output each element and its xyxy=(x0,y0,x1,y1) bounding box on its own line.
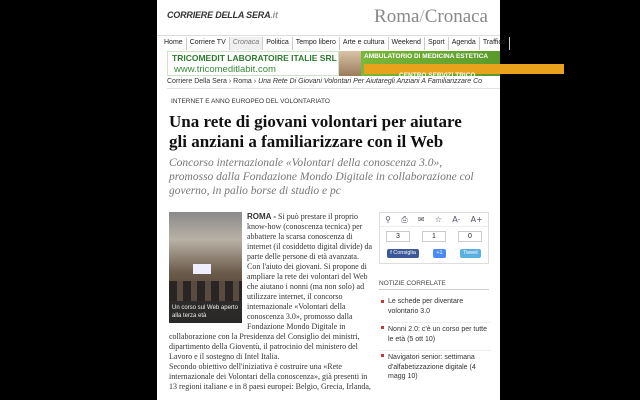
ad-banner-right[interactable] xyxy=(361,51,500,79)
breadcrumb: Corriere Della Sera › Roma › Una Rete Di Giovani Volontari Per Aiutaregli Anziani A Familiarizzare Co xyxy=(167,78,500,89)
google-plusone-button[interactable]: +1 xyxy=(433,249,445,258)
article-dateline: ROMA - xyxy=(247,212,277,221)
social-buttons xyxy=(380,246,488,260)
article-tools xyxy=(379,212,489,264)
breadcrumb-current: Una Rete Di Giovani Volontari Per Aiutaregli Anziani A Familiarizzare Co xyxy=(258,78,483,85)
article-headline: Una rete di giovani volontari per aiutare gli anziani a familiarizzare con il Web xyxy=(169,112,462,151)
main-nav xyxy=(161,37,506,50)
ad-right-sub: CENTRO SERVIZI TRICO xyxy=(399,72,476,79)
bookmark-icon[interactable]: ☆ xyxy=(434,215,442,224)
article-kicker: INTERNET E ANNO EUROPEO DEL VOLONTARIATO xyxy=(171,98,330,105)
section-slash: / xyxy=(419,6,425,27)
nav-item-corriere-tv[interactable]: Corriere TV xyxy=(187,37,230,50)
plusone-count: 1 xyxy=(422,231,446,242)
tools-icon-row xyxy=(380,213,488,227)
ad-title: TRICOMEDIT LABORATOIRE ITALIE SRL xyxy=(172,53,337,63)
breadcrumb-corriere[interactable]: Corriere Della Sera xyxy=(167,78,227,85)
photo-screen xyxy=(193,264,211,274)
pin-icon[interactable]: ⚲ xyxy=(385,215,391,224)
ad-right-strip xyxy=(364,64,564,79)
facebook-recommend-button[interactable]: f Consiglia xyxy=(387,249,419,258)
logo-text: CORRIERE DELLA SERA xyxy=(167,10,271,20)
section-title[interactable] xyxy=(374,6,488,28)
font-increase-icon[interactable]: A+ xyxy=(470,215,483,224)
nav-item-cronaca[interactable]: Cronaca xyxy=(230,37,263,50)
article-subhead: Concorso internazionale «Volontari della conoscenza 3.0», promosso dalla Fondazione Mondo Digitale in collaborazione col governo, in palio borse di studio e pc xyxy=(169,157,474,197)
photo-caption: Un corso sul Web aperto alla terza età xyxy=(169,301,242,323)
nav-item-agenda[interactable]: Agenda xyxy=(449,37,480,50)
email-icon[interactable]: ✉ xyxy=(417,215,425,224)
tweet-button[interactable]: Tweet xyxy=(460,249,481,258)
nav-item-arte-e-cultura[interactable]: Arte e cultura xyxy=(340,37,389,50)
photo-audience xyxy=(169,281,242,301)
masthead xyxy=(157,0,500,36)
ad-banner[interactable] xyxy=(167,51,500,79)
related-heading: NOTIZIE CORRELATE xyxy=(379,280,489,290)
article-body-1: Si può prestare il proprio know-how (conoscenza tecnica) per abbattere la scarsa conoscenza di internet (il cosiddetto digital divide) da parte delle persone di età avanzata. Con l'aiuto dei giovani. Si propone di ampliare la rete dei volontari del Web che aiutano i nonni (ma non solo) ad utilizzare internet, il concorso internazionale «Volontari della conoscenza 3.0», promosso dalla Fondazione Mondo Digitale in collaborazione con la Presidenza del Consiglio dei ministri, dipartimento della Gioventù, il patrocinio del ministero del Lavoro e il sostegno di Intel Italia. xyxy=(169,212,373,361)
related-item[interactable]: Navigatori senior: settimana d'alfabetizzazione digitale (4 magg 10) xyxy=(379,350,491,382)
ad-photo xyxy=(339,51,361,76)
ad-banner-left[interactable] xyxy=(167,51,339,76)
corriere-logo[interactable] xyxy=(167,10,278,20)
related-item[interactable]: Nonni 2.0: c'è un corso per tutte le età (5 ott 10) xyxy=(379,322,491,344)
section-name: Cronaca xyxy=(424,6,488,27)
print-icon[interactable]: ⎙ xyxy=(401,214,408,224)
ad-right-title: AMBULATORIO DI MEDICINA ESTETICA xyxy=(364,53,489,60)
article-photo[interactable] xyxy=(169,212,242,323)
tweet-count: 0 xyxy=(458,231,482,242)
nav-item-politica[interactable]: Politica xyxy=(263,37,293,50)
breadcrumb-roma[interactable]: Roma xyxy=(233,78,252,85)
font-decrease-icon[interactable]: A- xyxy=(452,215,461,224)
logo-suffix: .it xyxy=(270,10,278,20)
article-paragraph-2: Secondo obiettivo dell'iniziativa è costruire una «Rete internazionale dei Volontari della conoscenza», già presenti in 13 regioni italiane e in 8 paesi europei: Belgio, Grecia, Irlanda, xyxy=(169,362,371,391)
facebook-count: 3 xyxy=(386,231,410,242)
nav-item-tempo-libero[interactable]: Tempo libero xyxy=(293,37,340,50)
nav-item-sport[interactable]: Sport xyxy=(425,37,449,50)
nav-item-weekend[interactable]: Weekend xyxy=(389,37,425,50)
share-counts xyxy=(380,229,488,244)
nav-item-home[interactable]: Home xyxy=(161,37,187,50)
nav-item-traffico[interactable]: Traffico xyxy=(480,37,510,50)
section-city: Roma xyxy=(374,6,420,27)
related-item[interactable]: Le schede per diventare volontario 3.0 xyxy=(379,297,491,316)
page xyxy=(157,0,506,400)
ad-url: www.tricomeditlabit.com xyxy=(174,64,276,75)
related-list xyxy=(379,297,491,388)
